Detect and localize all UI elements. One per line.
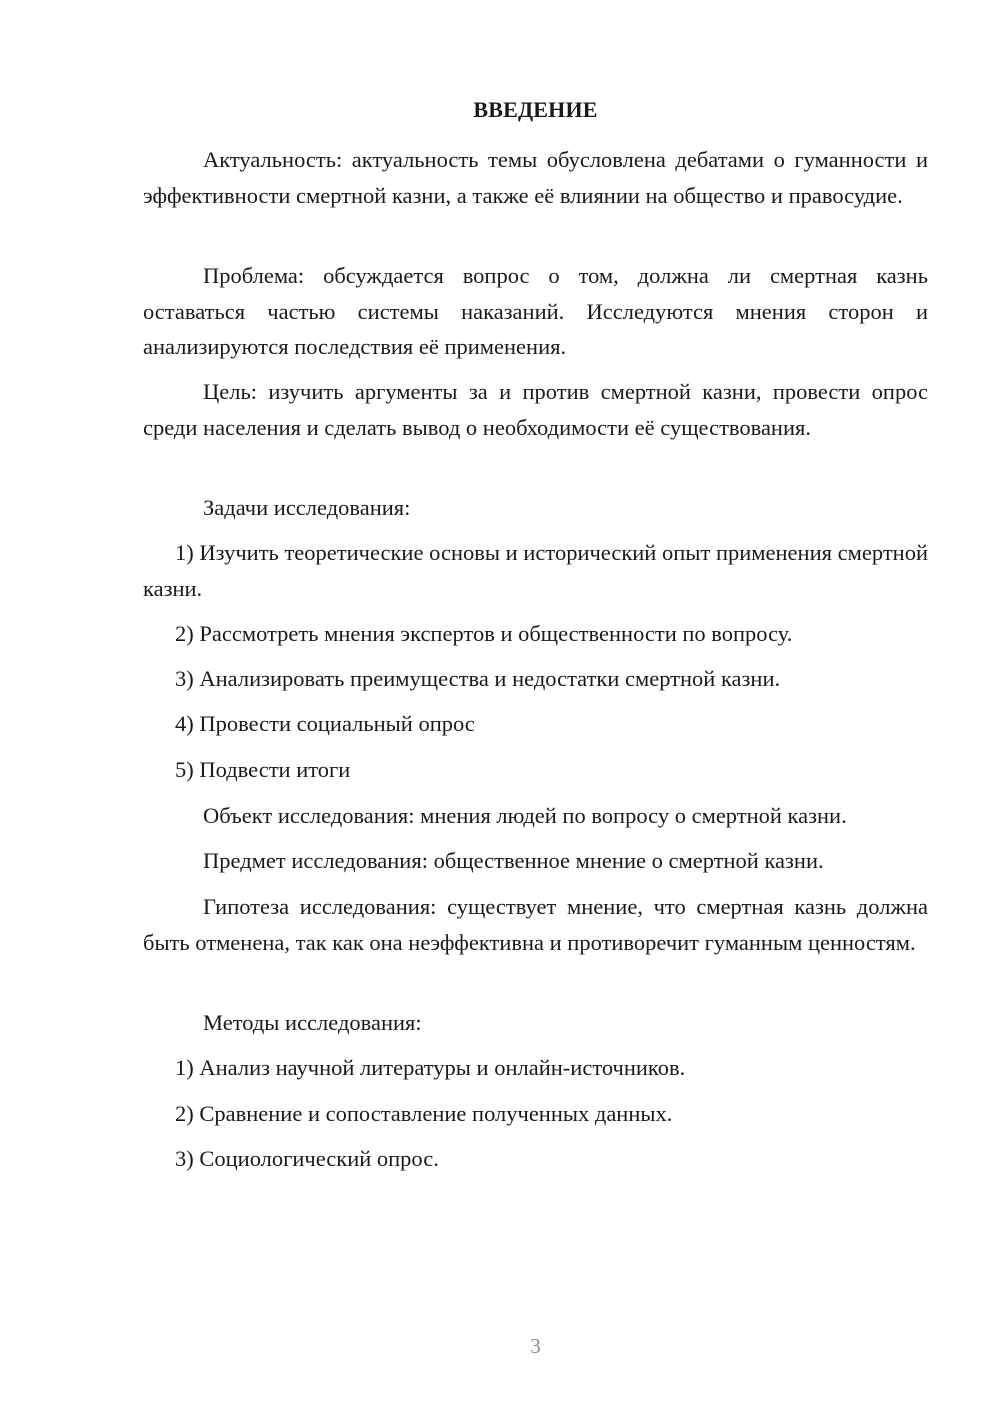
paragraph-object: Объект исследования: мнения людей по вопросу о смертной казни. (203, 803, 847, 828)
paragraph-goal: Цель: изучить аргументы за и против смертной казни, провести опрос среди населения и сделать вывод о необходимости её существования. (143, 379, 928, 440)
paragraph-relevance: Актуальность: актуальность темы обусловлена дебатами о гуманности и эффективности смертной казни, а также её влиянии на общество и правосудие. (143, 147, 928, 208)
task-item-4: 4) Провести социальный опрос (175, 711, 475, 736)
methods-heading: Методы исследования: (203, 1010, 422, 1035)
document-page (143, 0, 928, 1414)
task-item-5: 5) Подвести итоги (175, 757, 351, 782)
tasks-heading: Задачи исследования: (203, 495, 411, 520)
paragraph-subject: Предмет исследования: общественное мнение о смертной казни. (203, 848, 824, 873)
method-item-3: 3) Социологический опрос. (175, 1146, 439, 1171)
task-item-3: 3) Анализировать преимущества и недостатки смертной казни. (175, 666, 781, 691)
paragraph-problem: Проблема: обсуждается вопрос о том, должна ли смертная казнь оставаться частью системы наказаний. Исследуются мнения сторон и анализируются последствия её применения. (143, 263, 928, 359)
page-number: 3 (530, 1334, 541, 1358)
paragraph-hypothesis: Гипотеза исследования: существует мнение, что смертная казнь должна быть отменена, так как она неэффективна и противоречит гуманным ценностям. (143, 894, 928, 955)
task-item-1: 1) Изучить теоретические основы и исторический опыт применения смертной казни. (143, 540, 928, 601)
method-item-2: 2) Сравнение и сопоставление полученных данных. (175, 1101, 673, 1126)
page-title: ВВЕДЕНИЕ (473, 97, 598, 122)
method-item-1: 1) Анализ научной литературы и онлайн-источников. (175, 1055, 686, 1080)
task-item-2: 2) Рассмотреть мнения экспертов и общественности по вопросу. (175, 621, 793, 646)
